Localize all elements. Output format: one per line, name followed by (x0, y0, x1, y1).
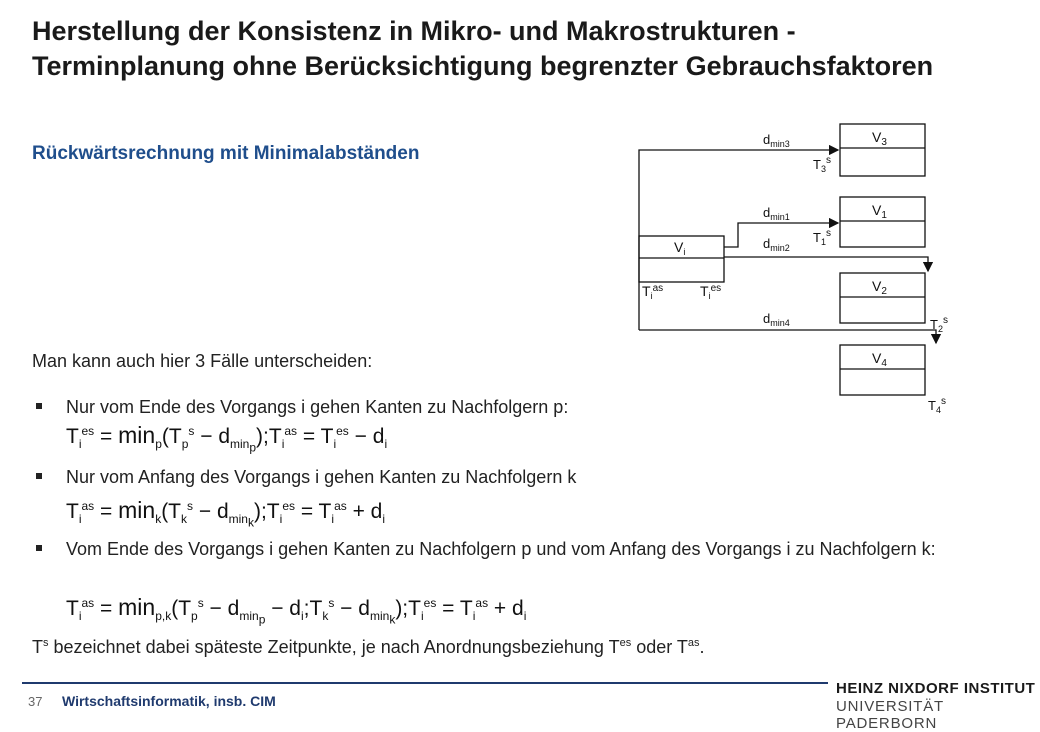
edge-label-dmin1: $d_{min1}$ (763, 205, 790, 222)
node-v3-box (840, 124, 925, 176)
node-v4-label: $V_4$ (872, 350, 887, 369)
slide-subtitle: Rückwärtsrechnung mit Minimalabständen (32, 143, 420, 164)
footer-department: Wirtschaftsinformatik, insb. CIM (62, 693, 276, 709)
edge-label-dmin3: $d_{min3}$ (763, 132, 790, 149)
bullet-square-icon (36, 473, 42, 479)
bullet-square-icon (36, 545, 42, 551)
edge-label-dmin4: $d_{min4}$ (763, 311, 790, 328)
ti-es-label: $T_i^{es}$ (700, 283, 722, 301)
node-v2-label: $V_2$ (872, 278, 887, 297)
network-diagram (620, 110, 1020, 420)
formula-case-2: $T_i^{as} = \min_k(T_k^s$ − $d_{min_k});T_i^{es} = T_i^{as} + d_i$ (66, 497, 386, 530)
bullet-text: Nur vom Anfang des Vorgangs i gehen Kanten zu Nachfolgern k (66, 467, 577, 487)
page-number: 37 (28, 694, 43, 709)
edge-label-dmin2: $d_{min2}$ (763, 236, 790, 253)
time-label-t1s: $T_1^s$ (813, 228, 831, 247)
time-label-t4s: $T_4^s$ (928, 396, 946, 415)
formula-case-1: $T_i^{es} = \min_p(T_p^s$ − $d_{min_p});T_i^{as} = T_i^{es} - d_i$ (66, 422, 388, 455)
formula-case-3: $T_i^{as} = \min_{p,k}(T_p^s - d_{min_p}$ − $d_i;T_k^s$ − $d_{min_k});T_i^{es} = T_i^{as} + d_i$ (66, 594, 527, 627)
time-label-t2s: $T_2^s$ (930, 315, 948, 334)
node-v2-box (840, 273, 925, 323)
summary-text: $T^s$ bezeichnet dabei späteste Zeitpunkte, je nach Anordnungsbeziehung $T^{es}$ oder $T^{as}$. (32, 637, 705, 657)
intro-text: Man kann auch hier 3 Fälle unterscheiden: (32, 351, 373, 371)
slide-title: Herstellung der Konsistenz in Mikro- und Makrostrukturen - Terminplanung ohne Berücksichtigung begrenzter Gebrauchsfaktoren (32, 16, 934, 81)
node-v4-box (840, 345, 925, 395)
node-v1-box (840, 197, 925, 247)
bullet-text: Vom Ende des Vorgangs i gehen Kanten zu Nachfolgern p und vom Anfang des Vorgangs i zu Nachfolgern k: (66, 539, 936, 559)
node-v3-label: $V_3$ (872, 129, 887, 148)
bullet-text: Nur vom Ende des Vorgangs i gehen Kanten zu Nachfolgern p: (66, 397, 569, 417)
institute-logo-line1: HEINZ NIXDORF INSTITUT (836, 680, 1036, 697)
node-v1-label: $V_1$ (872, 202, 887, 221)
time-label-t3s: $T_3^s$ (813, 155, 831, 174)
ti-as-label: $T_i^{as}$ (642, 283, 664, 301)
bullet-square-icon (36, 403, 42, 409)
institute-logo-line2: UNIVERSITÄT PADERBORN (836, 698, 944, 732)
footer-divider (22, 682, 828, 684)
node-vi-label: $V_i$ (674, 239, 686, 257)
